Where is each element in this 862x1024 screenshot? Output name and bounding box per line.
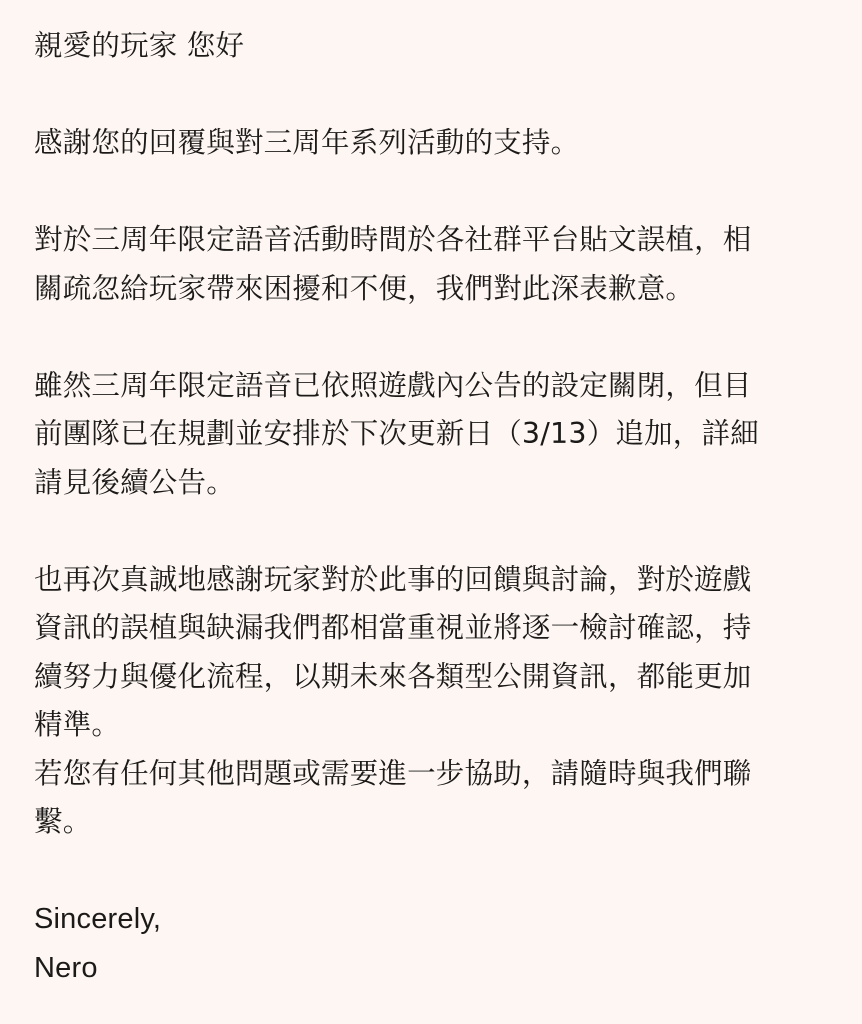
paragraph-3-line-2: 前團隊已在規劃並安排於下次更新日（3/13）追加，詳細 xyxy=(34,417,759,450)
paragraph-4-line-3: 續努力與優化流程，以期未來各類型公開資訊，都能更加 xyxy=(34,659,752,693)
blank-line xyxy=(34,168,832,217)
blank-line xyxy=(34,71,832,120)
paragraph-2-line-1: 對於三周年限定語音活動時間於各社群平台貼文誤植，相 xyxy=(34,223,752,256)
paragraph-4-line-4: 精準。 xyxy=(34,708,121,741)
blank-line xyxy=(34,847,832,896)
paragraph-4-line-5: 若您有任何其他問題或需要進一步協助，請隨時與我們聯 xyxy=(34,756,752,790)
paragraph-4-line-2: 資訊的誤植與缺漏我們都相當重視並將逐一檢討確認，持 xyxy=(34,611,752,644)
paragraph-4-line-6: 繫。 xyxy=(34,805,92,838)
paragraph-2-line-2: 關疏忽給玩家帶來困擾和不便，我們對此深表歉意。 xyxy=(34,271,695,305)
closing: Sincerely, xyxy=(34,903,162,935)
paragraph-3-line-3: 請見後續公告。 xyxy=(34,465,235,499)
blank-line xyxy=(34,313,832,362)
signature: Nero xyxy=(34,951,98,984)
paragraph-3-line-1: 雖然三周年限定語音已依照遊戲內公告的設定關閉，但目 xyxy=(34,368,752,402)
blank-line xyxy=(34,507,832,556)
paragraph-4-line-1: 也再次真誠地感謝玩家對於此事的回饋與討論，對於遊戲 xyxy=(34,562,752,596)
paragraph-1-line-1: 感謝您的回覆與對三周年系列活動的支持。 xyxy=(34,126,580,159)
greeting: 親愛的玩家 您好 xyxy=(34,29,245,62)
